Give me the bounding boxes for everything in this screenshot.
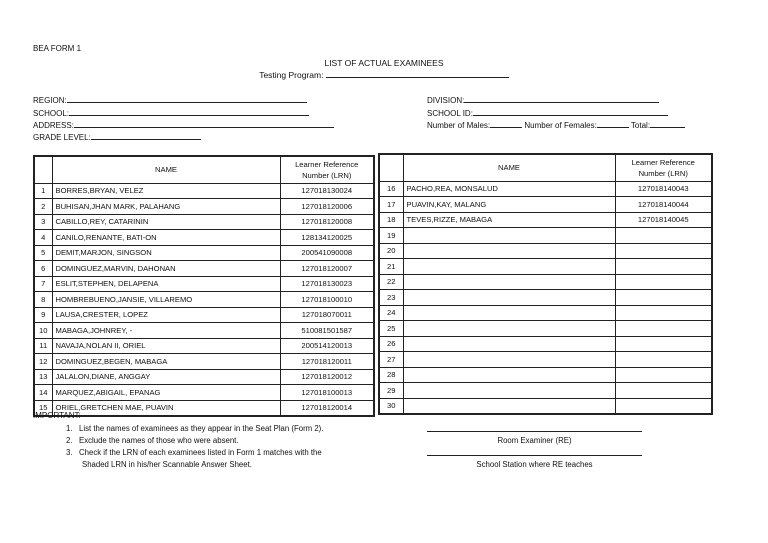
region-line[interactable] [67, 95, 307, 103]
important-item-2 [66, 436, 239, 445]
row-name[interactable]: LAUSA,CRESTER, LOPEZ [52, 307, 280, 323]
row-number: 6 [34, 261, 52, 277]
row-name[interactable]: ESLIT,STEPHEN, DELAPENA [52, 276, 280, 292]
row-name[interactable] [403, 367, 615, 383]
important-item-no: 2. [66, 436, 73, 445]
row-lrn[interactable] [615, 352, 712, 368]
row-number: 3 [34, 214, 52, 230]
important-item-1 [66, 424, 323, 433]
testing-program-label: Testing Program: [259, 70, 324, 80]
col-lrn-line2: Number (LRN) [302, 170, 352, 180]
table-row [34, 369, 374, 385]
row-lrn[interactable]: 127018120014 [280, 400, 374, 416]
address-line[interactable] [74, 120, 334, 128]
row-name[interactable] [403, 398, 615, 414]
col-lrn-line2: Number (LRN) [638, 168, 688, 178]
row-number: 8 [34, 292, 52, 308]
row-lrn[interactable]: 127018120006 [280, 199, 374, 215]
row-number: 22 [379, 274, 403, 290]
table-row [34, 183, 374, 199]
females-label: Number of Females: [524, 121, 597, 130]
table-row [379, 274, 712, 290]
school-label: SCHOOL: [33, 109, 70, 118]
division-field [427, 95, 659, 105]
important-item-no: 1. [66, 424, 73, 433]
row-name[interactable]: PUAVIN,KAY, MALANG [403, 197, 615, 213]
row-number: 24 [379, 305, 403, 321]
table-row [379, 352, 712, 368]
row-name[interactable]: DEMIT,MARJON, SINGSON [52, 245, 280, 261]
col-lrn-header [280, 156, 374, 183]
row-name[interactable] [403, 228, 615, 244]
important-item-text: Check if the LRN of each examinees listed in Form 1 matches with the [79, 448, 322, 457]
important-item-text: List the names of examinees as they appear in the Seat Plan (Form 2). [79, 424, 324, 433]
table-row [34, 323, 374, 339]
total-line[interactable] [650, 120, 685, 128]
table-row [34, 338, 374, 354]
row-lrn[interactable]: 127018140044 [615, 197, 712, 213]
table-row [34, 245, 374, 261]
row-number: 5 [34, 245, 52, 261]
region-label: REGION: [33, 96, 67, 105]
important-item-3-cont: Shaded LRN in his/her Scannable Answer Sheet. [82, 460, 252, 469]
row-number: 1 [34, 183, 52, 199]
row-lrn[interactable] [615, 290, 712, 306]
testing-program-line[interactable] [326, 70, 509, 78]
col-name-header: NAME [52, 156, 280, 183]
address-field [33, 120, 334, 130]
table-row [379, 228, 712, 244]
school-line[interactable] [69, 108, 309, 116]
row-number: 14 [34, 385, 52, 401]
table-row [379, 321, 712, 337]
row-lrn[interactable] [615, 336, 712, 352]
room-examiner-line[interactable] [427, 431, 642, 432]
row-number: 25 [379, 321, 403, 337]
row-number: 30 [379, 398, 403, 414]
address-label: ADDRESS: [33, 121, 74, 130]
table-row [379, 243, 712, 259]
row-number: 15 [34, 400, 52, 416]
col-no-header [34, 156, 52, 183]
table-row [379, 181, 712, 197]
row-name[interactable]: CANILO,RENANTE, BATI-ON [52, 230, 280, 246]
row-number: 23 [379, 290, 403, 306]
row-lrn[interactable] [615, 383, 712, 399]
table-row [34, 199, 374, 215]
row-lrn[interactable] [615, 228, 712, 244]
row-number: 2 [34, 199, 52, 215]
important-title: IMPORTANT: [33, 411, 81, 420]
row-lrn[interactable]: 127018130023 [280, 276, 374, 292]
examinees-table-right [378, 153, 713, 415]
table-row [379, 398, 712, 414]
row-lrn[interactable]: 127018120012 [280, 369, 374, 385]
table-row [34, 276, 374, 292]
page-title: LIST OF ACTUAL EXAMINEES [324, 58, 444, 68]
important-item-text: Exclude the names of those who were absent. [79, 436, 239, 445]
row-lrn[interactable]: 127018120008 [280, 214, 374, 230]
females-line[interactable] [597, 120, 629, 128]
males-line[interactable] [490, 120, 522, 128]
row-lrn[interactable]: 127018100010 [280, 292, 374, 308]
row-number: 4 [34, 230, 52, 246]
row-name[interactable]: DOMINGUEZ,MARVIN, DAHONAN [52, 261, 280, 277]
school-field [33, 108, 309, 118]
row-lrn[interactable] [615, 321, 712, 337]
school-id-field [427, 108, 668, 118]
table-row [379, 290, 712, 306]
row-name[interactable]: TEVES,RIZZE, MABAGA [403, 212, 615, 228]
table-header-row [34, 156, 374, 183]
row-number: 17 [379, 197, 403, 213]
row-lrn[interactable]: 128134120025 [280, 230, 374, 246]
row-name[interactable]: BORRES,BRYAN, VELEZ [52, 183, 280, 199]
row-lrn[interactable] [615, 398, 712, 414]
col-lrn-line1: Learner Reference [631, 157, 695, 167]
row-number: 20 [379, 243, 403, 259]
room-examiner-label: Room Examiner (RE) [497, 436, 572, 445]
row-number: 26 [379, 336, 403, 352]
form-id: BEA FORM 1 [33, 44, 82, 53]
school-id-line[interactable] [473, 108, 668, 116]
col-lrn-line1: Learner Reference [295, 159, 359, 169]
col-no-header [379, 154, 403, 181]
table-header-row [379, 154, 712, 181]
row-name[interactable] [403, 305, 615, 321]
total-label: Total: [630, 121, 651, 130]
row-name[interactable]: NAVAJA,NOLAN II, ORIEL [52, 338, 280, 354]
row-number: 11 [34, 338, 52, 354]
row-lrn[interactable] [615, 243, 712, 259]
table-row [34, 292, 374, 308]
row-name[interactable] [403, 352, 615, 368]
table-row [379, 367, 712, 383]
division-line[interactable] [464, 95, 659, 103]
row-lrn[interactable]: 127018140043 [615, 181, 712, 197]
row-lrn[interactable]: 127018140045 [615, 212, 712, 228]
table-row [379, 259, 712, 275]
row-number: 12 [34, 354, 52, 370]
school-station-line[interactable] [427, 455, 642, 456]
school-station-label: School Station where RE teaches [476, 460, 593, 469]
row-lrn[interactable] [615, 305, 712, 321]
important-item-no: 3. [66, 448, 73, 457]
row-name[interactable]: CABILLO,REY, CATARININ [52, 214, 280, 230]
col-lrn-header [615, 154, 712, 181]
row-number: 18 [379, 212, 403, 228]
row-lrn[interactable] [615, 274, 712, 290]
table-row [34, 230, 374, 246]
table-row [34, 307, 374, 323]
counts-field [427, 120, 685, 130]
row-number: 29 [379, 383, 403, 399]
row-name[interactable]: MARQUEZ,ABIGAIL, EPANAG [52, 385, 280, 401]
row-number: 28 [379, 367, 403, 383]
row-number: 27 [379, 352, 403, 368]
row-lrn[interactable] [615, 259, 712, 275]
table-row [34, 385, 374, 401]
school-id-label: SCHOOL ID: [427, 109, 473, 118]
table-row [379, 212, 712, 228]
row-number: 9 [34, 307, 52, 323]
table-row [34, 400, 374, 416]
col-name-header: NAME [403, 154, 615, 181]
region-field [33, 95, 307, 105]
row-name[interactable] [403, 290, 615, 306]
row-name[interactable] [403, 336, 615, 352]
row-name[interactable]: MABAGA,JOHNREY, - [52, 323, 280, 339]
table-row [379, 336, 712, 352]
table-row [34, 354, 374, 370]
grade-level-line[interactable] [91, 132, 201, 140]
row-lrn[interactable]: 127018130024 [280, 183, 374, 199]
row-number: 7 [34, 276, 52, 292]
row-lrn[interactable]: 127018120011 [280, 354, 374, 370]
table-row [34, 261, 374, 277]
row-lrn[interactable]: 127018120007 [280, 261, 374, 277]
table-row [379, 305, 712, 321]
grade-level-field [33, 132, 201, 142]
row-lrn[interactable]: 200541090008 [280, 245, 374, 261]
table-row [379, 197, 712, 213]
row-name[interactable]: JALALON,DIANE, ANGGAY [52, 369, 280, 385]
row-lrn[interactable]: 510081501587 [280, 323, 374, 339]
division-label: DIVISION: [427, 96, 465, 105]
row-lrn[interactable] [615, 367, 712, 383]
table-row [34, 214, 374, 230]
row-name[interactable] [403, 321, 615, 337]
table-row [379, 383, 712, 399]
row-lrn[interactable]: 200514120013 [280, 338, 374, 354]
row-name[interactable] [403, 383, 615, 399]
row-name[interactable]: DOMINGUEZ,BEGEN, MABAGA [52, 354, 280, 370]
row-number: 10 [34, 323, 52, 339]
row-name[interactable]: BUHISAN,JHAN MARK, PALAHANG [52, 199, 280, 215]
testing-program-field [0, 70, 768, 80]
row-number: 16 [379, 181, 403, 197]
examinees-table-left [33, 155, 375, 417]
important-item-3 [66, 448, 322, 457]
row-number: 19 [379, 228, 403, 244]
row-name[interactable]: PACHO,REA, MONSALUD [403, 181, 615, 197]
grade-level-label: GRADE LEVEL: [33, 133, 91, 142]
row-number: 13 [34, 369, 52, 385]
row-name[interactable] [403, 259, 615, 275]
row-number: 21 [379, 259, 403, 275]
males-label: Number of Males: [427, 121, 491, 130]
row-lrn[interactable]: 127018070011 [280, 307, 374, 323]
row-lrn[interactable]: 127018100013 [280, 385, 374, 401]
row-name[interactable] [403, 243, 615, 259]
row-name[interactable]: HOMBREBUENO,JANSIE, VILLAREMO [52, 292, 280, 308]
row-name[interactable] [403, 274, 615, 290]
row-name[interactable]: ORIEL,GRETCHEN MAE, PUAVIN [52, 400, 280, 416]
